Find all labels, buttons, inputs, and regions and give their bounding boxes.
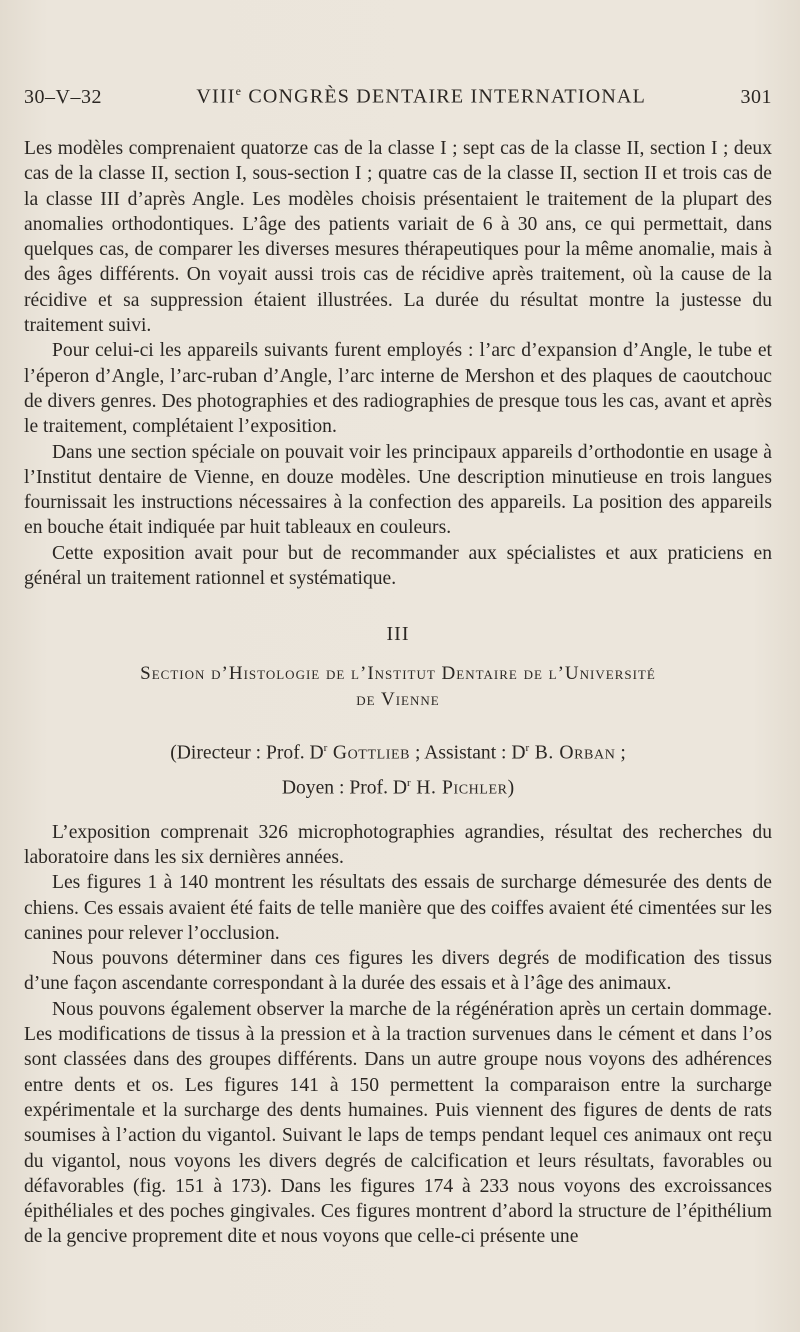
paragraph: Nous pouvons déterminer dans ces figures les divers degrés de modification des tissus d’une façon ascendante correspondant à la durée des essais et à l’âge des animaux.: [24, 948, 772, 995]
section-staff-line1: [24, 733, 772, 769]
body-text: [24, 136, 772, 1250]
staff-text: ;: [615, 742, 626, 764]
header-date: 30–V–32: [24, 85, 102, 108]
staff-name-assistant: B. Orban: [529, 742, 616, 764]
paragraph: Les figures 1 à 140 montrent les résultats des essais de surcharge démesurée des dents de chiens. Ces essais avaient été faits de telle manière que des coiffes avaient été cimentées sur les canines pour relever l’occlusion.: [24, 872, 772, 944]
section-number: III: [386, 623, 410, 646]
staff-sup: r: [525, 741, 530, 754]
staff-text: ; Assistant : D: [410, 742, 526, 764]
header-title-sup: e: [235, 84, 243, 98]
section-title-line2: de Vienne: [356, 688, 440, 710]
staff-text: ): [507, 777, 515, 799]
page-number: 301: [740, 85, 772, 108]
staff-text: (Directeur : Prof. D: [170, 742, 324, 764]
staff-sup: r: [323, 741, 328, 754]
staff-name-director: Gottlieb: [327, 742, 411, 764]
staff-sup: r: [407, 777, 411, 790]
paragraph: Pour celui-ci les appareils suivants furent employés : l’arc d’expansion d’Angle, le tube et l’éperon d’Angle, l’arc-ruban d’Angle, l’arc interne de Mershon et des plaques de caoutchouc de divers genres. Des photographies et des radiographies de presque tous les cas, avant et après le traitement, complétaient l’exposition.: [24, 340, 772, 438]
section-staff: [24, 733, 772, 804]
header-title-prefix: VIII: [196, 85, 236, 108]
paragraph: Nous pouvons également observer la marche de la régénération après un certain dommage. Les modifications de tissus à la pression et à la traction survenues dans le cément et dans l’os sont classées dans des groupes différents. Dans un autre groupe nous voyons des adhérences entre dents et os. Les figures 141 à 150 permettent la comparaison entre la surcharge expérimentale et la surcharge des dents humaines. Puis viennent des figures de dents de rats soumises à l’action du vigantol. Suivant le laps de temps pendant lequel ces animaux ont reçu du vigantol, nous voyons les divers degrés de calcification et leurs résultats, favorables ou défavorables (fig. 151 à 173). Dans les figures 174 à 233 nous voyons des excroissances épithéliales et des poches gingivales. Ces figures montrent d’abord la structure de l’épithélium de la gencive proprement dite et nous voyons que celle-ci présente une: [24, 998, 772, 1248]
section-staff-line2: [24, 768, 772, 804]
running-header: [24, 84, 772, 109]
header-title: [196, 84, 646, 109]
section-title-line1: Section d’Histologie de l’Institut Dentaire de l’Université: [140, 662, 656, 684]
header-title-rest: CONGRÈS DENTAIRE INTERNATIONAL: [242, 85, 647, 108]
section-title: [24, 661, 772, 713]
paragraph: Dans une section spéciale on pouvait voir les principaux appareils d’orthodontie en usage à l’Institut dentaire de Vienne, en douze modèles. Une description minutieuse en trois langues fournissait les instructions nécessaires à la confection des appareils. La position des appareils en bouche était indiquée par huit tableaux en couleurs.: [24, 441, 772, 539]
staff-name-dean: H. Pichler: [410, 777, 508, 799]
paragraph: Cette exposition avait pour but de recommander aux spécialistes et aux praticiens en général un traitement rationnel et systématique.: [24, 542, 772, 590]
paragraph: Les modèles comprenaient quatorze cas de la classe I ; sept cas de la classe II, section I ; deux cas de la classe II, section I, sous-section I ; quatre cas de la classe II, section II et trois cas de la classe III d’après Angle. Les modèles choisis présentaient le traitement de la plupart des anomalies orthodontiques. L’âge des patients variait de 6 à 30 ans, ce qui permettait, dans quelques cas, de comparer les diverses mesures thérapeutiques pour la même anomalie, mais à des âges différents. On voyait aussi trois cas de récidive après traitement, où la cause de la récidive et sa suppression étaient illustrées. La durée du résultat montre la justesse du traitement suivi.: [24, 138, 772, 337]
paragraph: L’exposition comprenait 326 microphotographies agrandies, résultat des recherches du laboratoire dans les six dernières années.: [24, 821, 772, 868]
staff-text: Doyen : Prof. D: [281, 777, 408, 799]
